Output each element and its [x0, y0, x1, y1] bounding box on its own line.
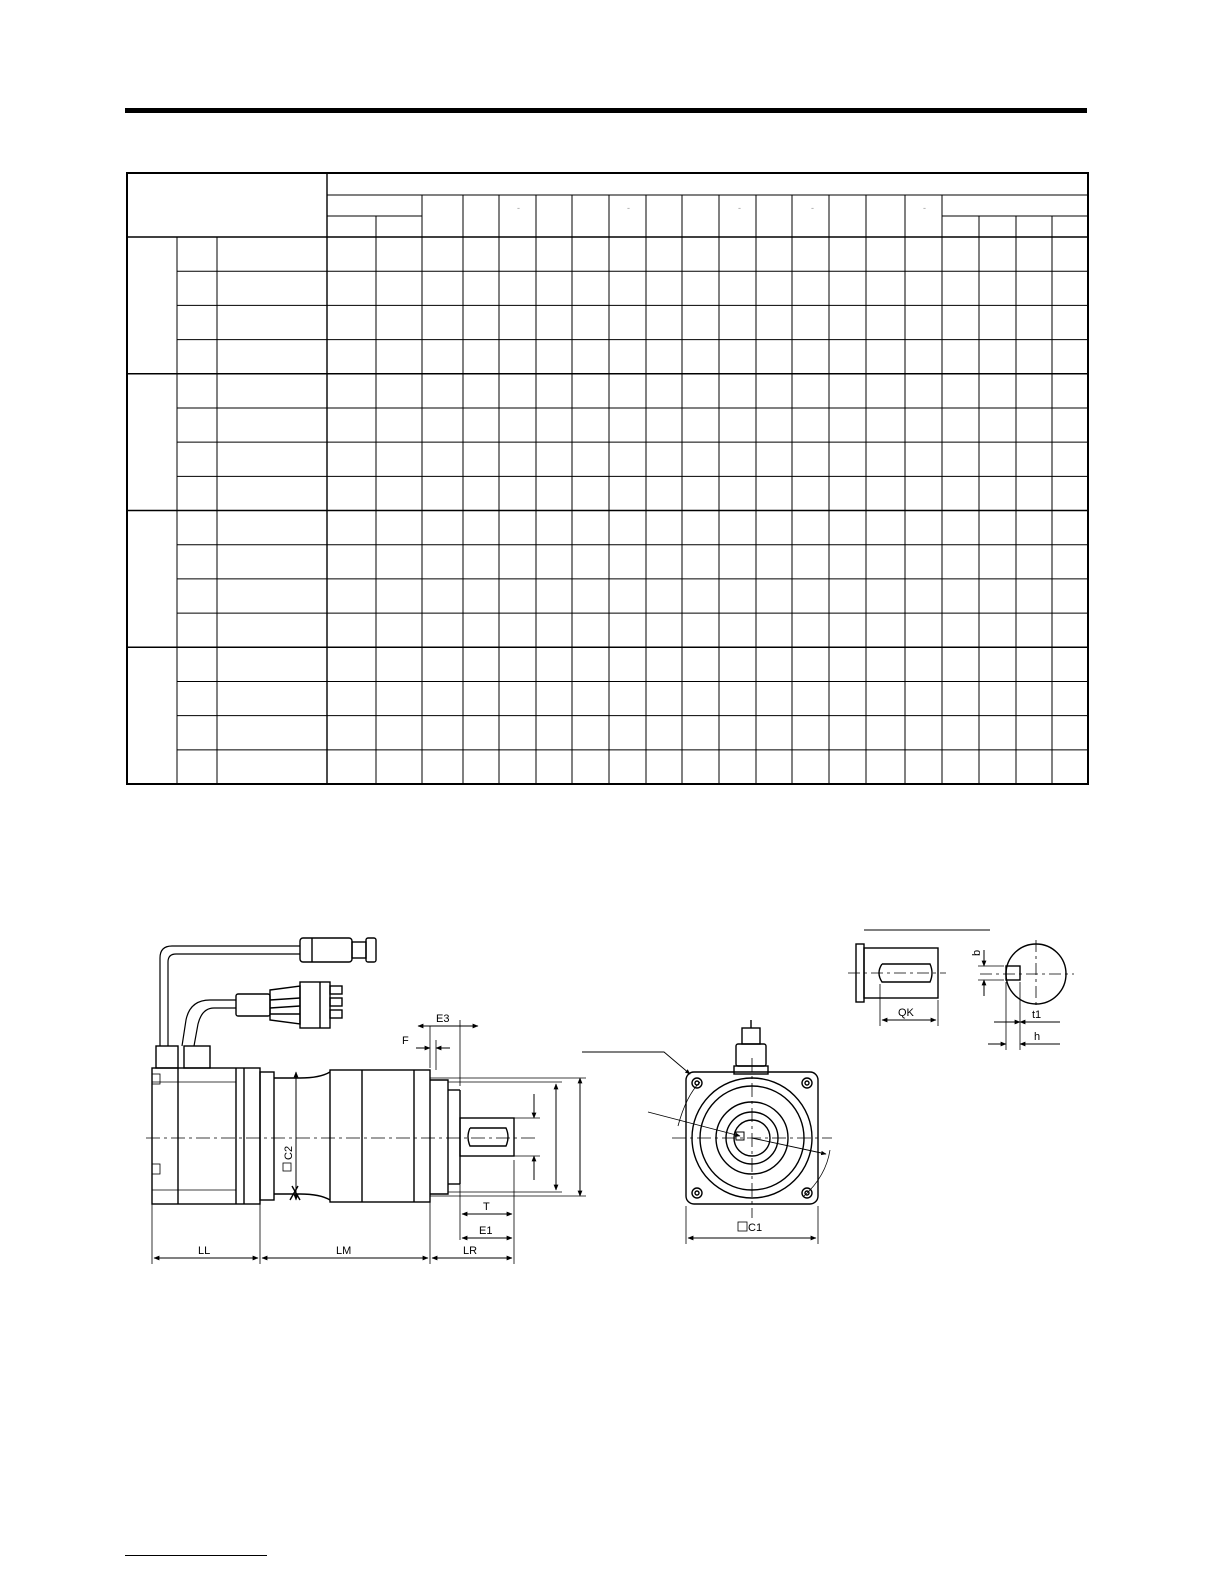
front-view — [582, 1020, 832, 1244]
power-connector — [300, 982, 330, 1028]
encoder-cable — [160, 946, 300, 1046]
encoder-connector — [300, 938, 352, 962]
label-qk: QK — [898, 1007, 914, 1019]
label-t: T — [483, 1201, 490, 1213]
label-t1: t1 — [1032, 1009, 1042, 1021]
label-ll: LL — [198, 1245, 211, 1257]
label-c2: C2 — [283, 1145, 295, 1160]
label-e1: E1 — [479, 1225, 493, 1237]
label-f: F — [402, 1035, 409, 1047]
label-lr: LR — [463, 1245, 478, 1257]
label-e3: E3 — [436, 1013, 450, 1025]
footer-rule — [125, 1555, 267, 1556]
header-mark: - — [627, 203, 630, 213]
header-mark: - — [738, 203, 741, 213]
side-view — [146, 938, 586, 1330]
header-mark: - — [811, 203, 814, 213]
label-b: b — [971, 949, 983, 956]
label-lm: LM — [336, 1245, 352, 1257]
power-cable — [182, 1000, 236, 1046]
gearbox-body — [330, 1070, 430, 1202]
header-mark: - — [517, 203, 520, 213]
label-c1: C1 — [748, 1222, 763, 1234]
header-mark: - — [923, 203, 926, 213]
label-h: h — [1034, 1031, 1041, 1043]
